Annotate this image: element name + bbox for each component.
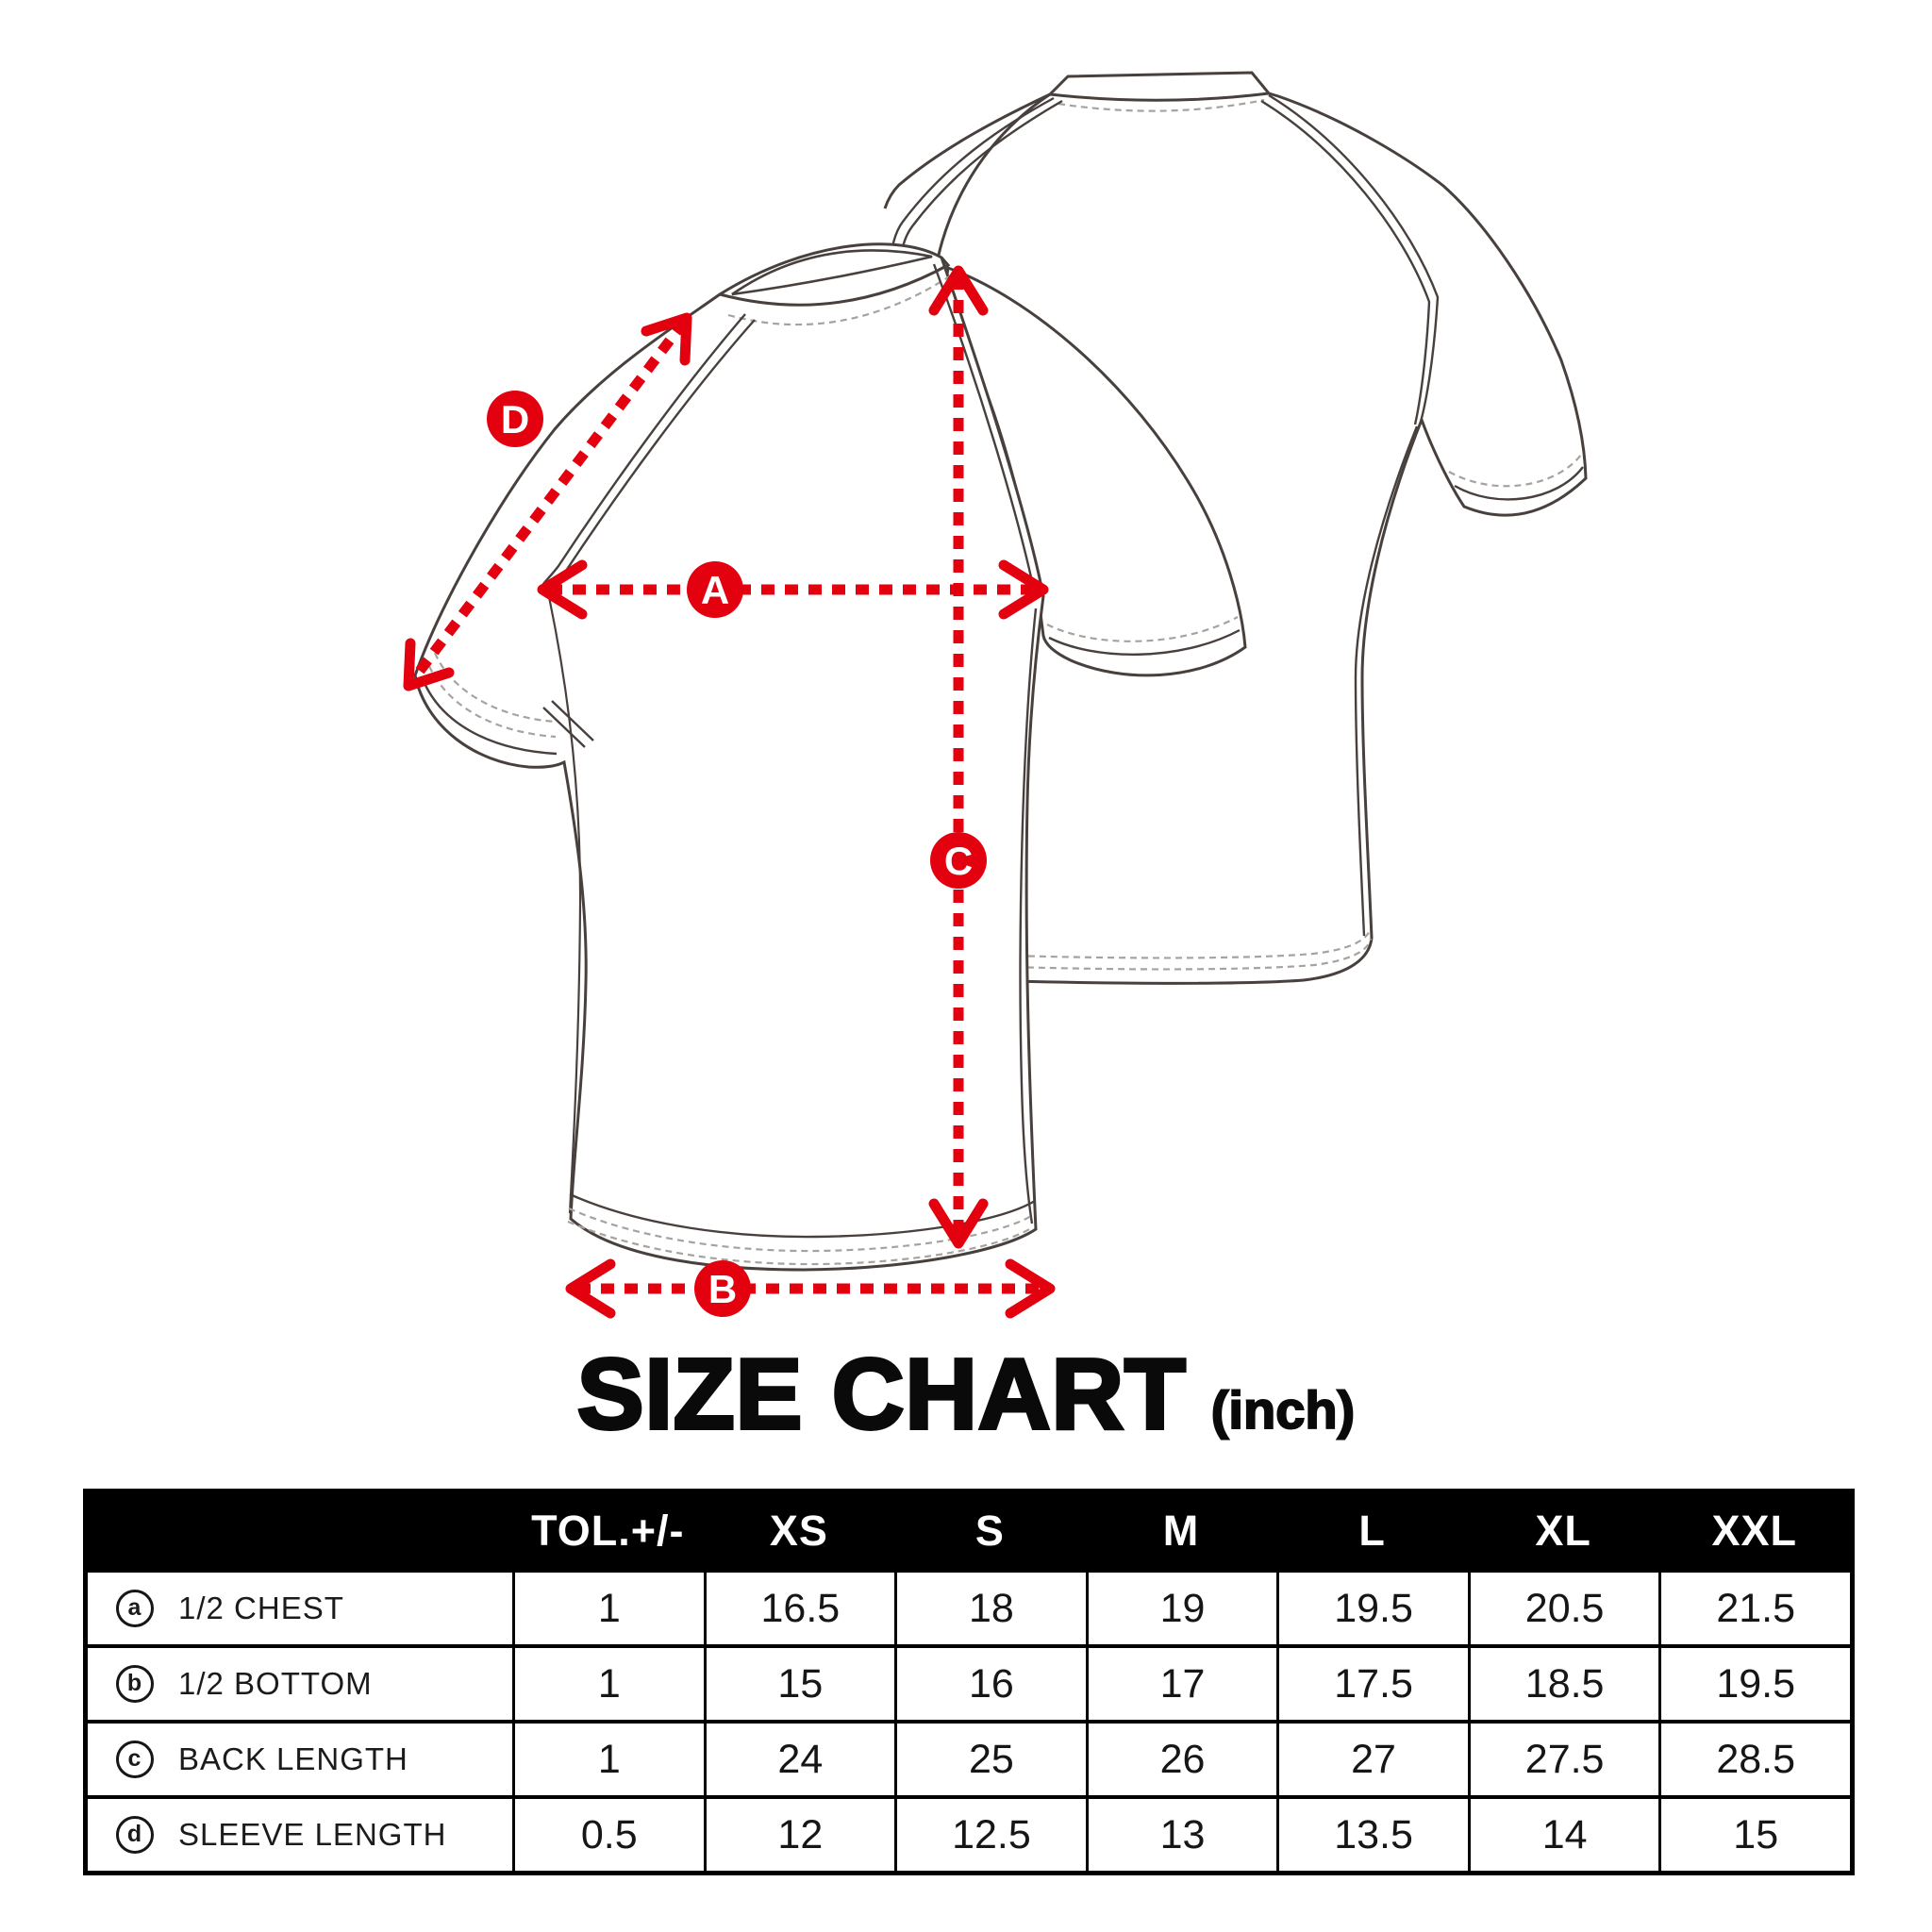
- measure-badge-d-letter: D: [500, 397, 530, 441]
- header-cell-m: M: [1086, 1493, 1277, 1569]
- measure-badge-a-letter: A: [700, 568, 730, 612]
- table-cell: 15: [1658, 1795, 1850, 1871]
- header-cell-xxl: XXL: [1658, 1493, 1850, 1569]
- measure-badge-b-letter: B: [708, 1267, 738, 1311]
- table-cell: 16.5: [704, 1569, 895, 1644]
- table-cell: 25: [894, 1720, 1086, 1795]
- table-cell: 1: [512, 1569, 704, 1644]
- size-table: [83, 1489, 1855, 1875]
- table-cell: 21.5: [1658, 1569, 1850, 1644]
- table-cell: 12.5: [894, 1795, 1086, 1871]
- table-cell: 13: [1086, 1795, 1277, 1871]
- row-label-text: BACK LENGTH: [178, 1741, 408, 1776]
- circled-letter-d-icon: d: [116, 1816, 154, 1854]
- table-cell: 18.5: [1468, 1644, 1659, 1720]
- table-cell: 16: [894, 1644, 1086, 1720]
- chart-title: [0, 1338, 1932, 1452]
- header-cell-tol: TOL.+/-: [512, 1493, 704, 1569]
- header-cell-xs: XS: [704, 1493, 895, 1569]
- chart-title-unit: (inch): [1210, 1380, 1356, 1440]
- table-cell: 17: [1086, 1644, 1277, 1720]
- circled-letter-b-icon: b: [116, 1665, 154, 1703]
- table-cell: 12: [704, 1795, 895, 1871]
- row-label-text: 1/2 BOTTOM: [178, 1666, 373, 1701]
- table-cell: 19.5: [1276, 1569, 1468, 1644]
- row-label-sleeve-length: [88, 1795, 512, 1871]
- table-cell: 13.5: [1276, 1795, 1468, 1871]
- table-cell: 14: [1468, 1795, 1659, 1871]
- header-cell-blank: [88, 1493, 512, 1569]
- header-cell-s: S: [894, 1493, 1086, 1569]
- row-label-text: SLEEVE LENGTH: [178, 1817, 447, 1852]
- table-cell: 19: [1086, 1569, 1277, 1644]
- row-label-text: 1/2 CHEST: [178, 1591, 344, 1625]
- table-cell: 27: [1276, 1720, 1468, 1795]
- table-cell: 1: [512, 1720, 704, 1795]
- header-cell-l: L: [1276, 1493, 1468, 1569]
- table-cell: 26: [1086, 1720, 1277, 1795]
- circled-letter-a-icon: a: [116, 1590, 154, 1627]
- table-cell: 15: [704, 1644, 895, 1720]
- table-cell: 24: [704, 1720, 895, 1795]
- row-label-half-chest: [88, 1569, 512, 1644]
- table-cell: 27.5: [1468, 1720, 1659, 1795]
- measure-badge-c-letter: C: [943, 839, 974, 883]
- row-label-back-length: [88, 1720, 512, 1795]
- header-cell-xl: XL: [1468, 1493, 1659, 1569]
- row-label-half-bottom: [88, 1644, 512, 1720]
- table-cell: 1: [512, 1644, 704, 1720]
- circled-letter-c-icon: c: [116, 1740, 154, 1778]
- table-cell: 28.5: [1658, 1720, 1850, 1795]
- table-cell: 17.5: [1276, 1644, 1468, 1720]
- table-cell: 19.5: [1658, 1644, 1850, 1720]
- chart-title-text: SIZE CHART: [576, 1339, 1187, 1450]
- table-cell: 20.5: [1468, 1569, 1659, 1644]
- table-cell: 0.5: [512, 1795, 704, 1871]
- table-cell: 18: [894, 1569, 1086, 1644]
